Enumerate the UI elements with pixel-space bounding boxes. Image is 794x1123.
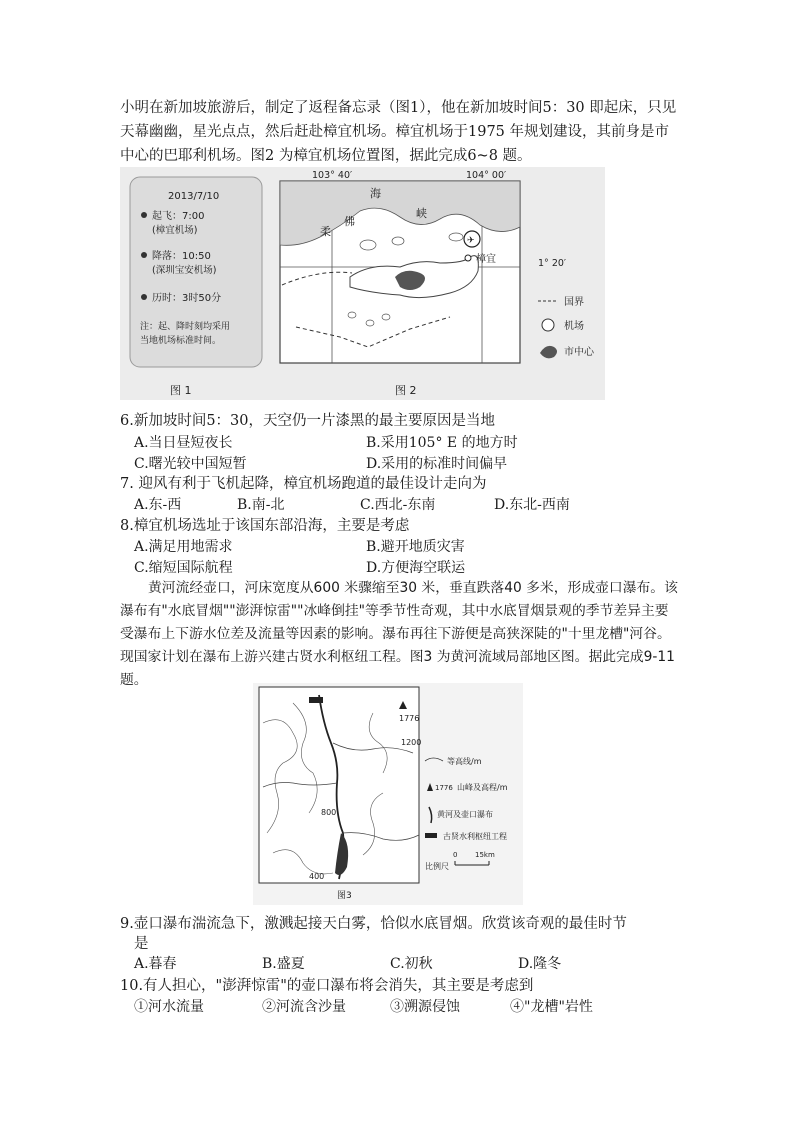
q6-option-a[interactable]: A.当日昼短夜长 [134, 435, 233, 451]
figure-1-2-panel [120, 167, 605, 400]
dam-symbol [309, 697, 323, 703]
legend-airport: 机场 [564, 321, 584, 332]
strait-char-4: 峡 [416, 207, 427, 220]
legend-city: 市中心 [564, 347, 594, 358]
q6-option-c[interactable]: C.曙光较中国短暂 [134, 456, 247, 472]
q8-option-c[interactable]: C.缩短国际航程 [134, 560, 233, 576]
figure-2-caption: 图 2 [395, 384, 417, 397]
q9-stem-continued: 是 [134, 936, 149, 952]
scale-label: 比例尺 [425, 862, 449, 871]
figure-1-2-svg [120, 167, 605, 400]
legend-contour: 等高线/m [447, 757, 482, 766]
strait-char-1: 柔 [320, 225, 331, 238]
q6-option-d[interactable]: D.采用的标准时间偏早 [366, 456, 508, 472]
q9-option-c[interactable]: C.初秋 [390, 956, 433, 972]
q7-stem: 7. 迎风有利于飞机起降，樟宜机场跑道的最佳设计走向为 [120, 476, 487, 492]
figure-3-panel [253, 683, 523, 905]
elev-800: 800 [321, 808, 337, 817]
strait-char-2: 佛 [344, 215, 355, 228]
memo-takeoff: 起飞：7:00 [152, 211, 205, 222]
memo-note-2: 当地机场标准时间。 [140, 336, 222, 346]
legend-peak: 山峰及高程/m [457, 783, 508, 792]
memo-landing: 降落：10:50 [152, 251, 211, 262]
q6-stem: 6.新加坡时间5：30，天空仍一片漆黑的最主要原因是当地 [120, 413, 496, 429]
q9-stem: 9.壶口瀑布湍流急下，激溅起接天白雾，恰似水底冒烟。欣赏该奇观的最佳时节 [120, 916, 627, 932]
q7-option-a[interactable]: A.东-西 [134, 497, 182, 513]
q6-option-b[interactable]: B.采用105° E 的地方时 [366, 435, 518, 451]
memo-date: 2013/7/10 [168, 191, 220, 202]
q7-option-d[interactable]: D.东北-西南 [494, 497, 570, 513]
lon-label-2: 104° 00′ [466, 170, 507, 181]
strait-char-3: 海 [370, 187, 381, 200]
legend-city-icon [540, 346, 557, 358]
q8-option-b[interactable]: B.避开地质灾害 [366, 539, 465, 555]
intro-paragraph: 小明在新加坡旅游后，制定了返程备忘录（图1），他在新加坡时间5：30 即起床，只见天幕幽幽，星光点点，然后赶赴樟宜机场。樟宜机场于1975 年规划建设，其前身是市中心的巴耶利机场。图2 为樟宜机场位置图，据此完成6~8 题。 [120, 100, 677, 164]
memo-landing-place: (深圳宝安机场) [152, 265, 217, 276]
svg-text:✈: ✈ [467, 236, 475, 246]
memo-duration: 历时：3时50分 [152, 293, 222, 304]
legend-river: 黄河及壶口瀑布 [437, 810, 493, 819]
q10-stem: 10.有人担心，"澎湃惊雷"的壶口瀑布将会消失，其主要是考虑到 [120, 978, 534, 994]
elev-1776: 1776 [399, 714, 420, 723]
legend-dam: 古贤水利枢纽工程 [443, 832, 507, 841]
q9-option-d[interactable]: D.隆冬 [518, 956, 562, 972]
legend-border: 国界 [564, 297, 584, 308]
figure-3-caption: 图3 [337, 891, 352, 901]
changi-label: 樟宜 [476, 254, 496, 265]
scale-km: 15km [475, 851, 495, 859]
q7-option-b[interactable]: B.南-北 [237, 497, 285, 513]
q8-stem: 8.樟宜机场选址于该国东部沿海，主要是考虑 [120, 518, 410, 534]
q10-option-1[interactable]: ①河水流量 [134, 999, 204, 1015]
figure-3-svg [253, 683, 523, 905]
q10-option-2[interactable]: ②河流含沙量 [262, 999, 346, 1015]
q7-option-c[interactable]: C.西北-东南 [360, 497, 436, 513]
q10-option-4[interactable]: ④"龙槽"岩性 [510, 999, 593, 1015]
q9-option-a[interactable]: A.暮春 [134, 956, 177, 972]
elev-1200: 1200 [401, 738, 422, 747]
legend-peak-num: 1776 [435, 784, 453, 792]
memo-takeoff-place: (樟宜机场) [152, 225, 198, 236]
lat-label: 1° 20′ [538, 258, 567, 269]
legend-dam-icon [425, 833, 437, 838]
memo-note-1: 注：起、降时刻均采用 [140, 322, 231, 332]
q8-option-a[interactable]: A.满足用地需求 [134, 539, 233, 555]
scale-0: 0 [453, 851, 458, 859]
elev-400: 400 [309, 872, 325, 881]
legend-airport-icon [542, 319, 554, 331]
q10-option-3[interactable]: ③溯源侵蚀 [390, 999, 460, 1015]
q8-option-d[interactable]: D.方便海空联运 [366, 560, 466, 576]
figure-1-caption: 图 1 [170, 384, 192, 397]
passage-2: 黄河流经壶口，河床宽度从600 米骤缩至30 米，垂直跌落40 多米，形成壶口瀑布。该瀑布有"水底冒烟""澎湃惊雷""冰峰倒挂"等季节性奇观，其中水底冒烟景观的季节差异主要受瀑布上下游水位差及流量等因素的影响。瀑布再往下游便是高狭深陡的"十里龙槽"河谷。现国家计划在瀑布上游兴建古贤水利枢纽工程。图3 为黄河流域局部地区图。据此完成9-11 题。 [120, 580, 678, 688]
lon-label-1: 103° 40′ [312, 170, 353, 181]
q9-option-b[interactable]: B.盛夏 [262, 956, 305, 972]
